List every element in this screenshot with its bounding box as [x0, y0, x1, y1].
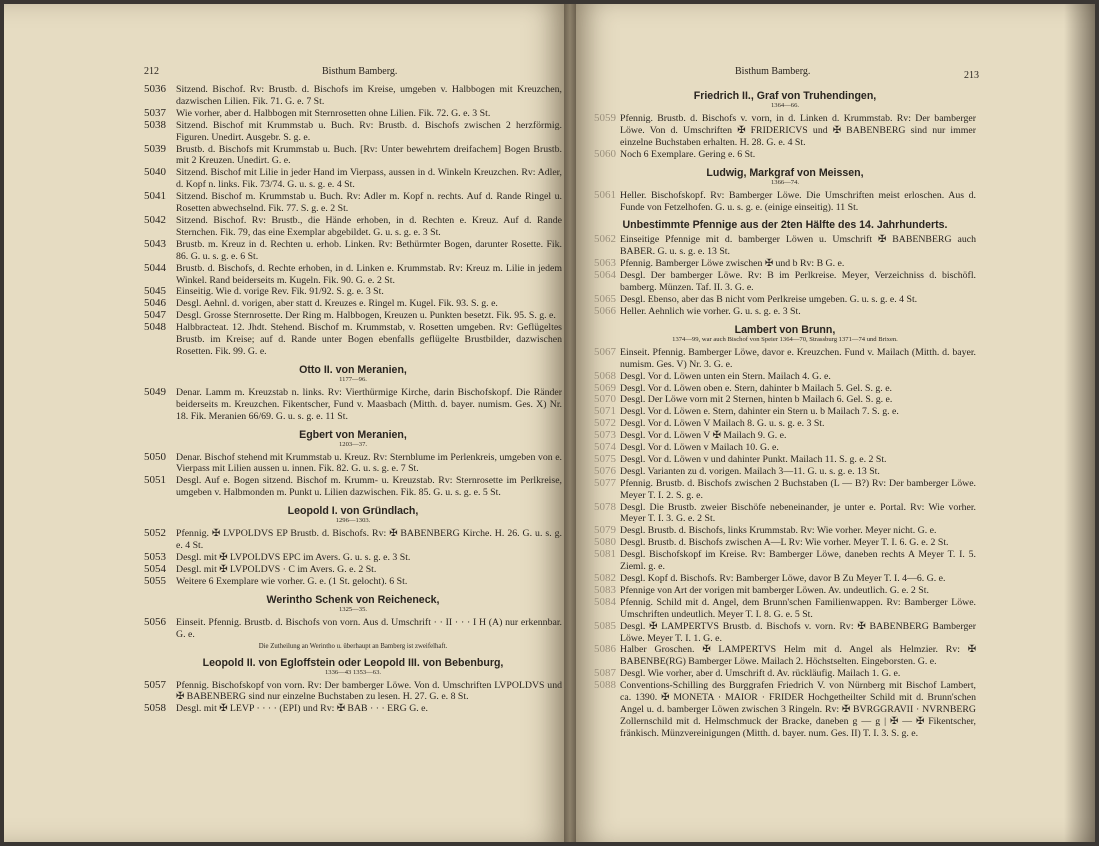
entry-text: Sitzend. Bischof. Rv: Brustb., die Hände erhoben, in d. Rechten e. Kreuz. Auf d. Rande Sternchen. Fik. 79, das eine Exemplar abgebildet. G. u. s. g. e. 3 St. — [176, 214, 562, 238]
entry-number: 5077 — [594, 476, 616, 489]
section-dates: 1325—35. — [338, 605, 368, 613]
catalog-entry — [594, 466, 976, 478]
section-heading: Unbestimmte Pfennige aus der 2ten Hälfte des 14. Jahrhunderts. — [622, 219, 948, 232]
catalog-entry — [144, 286, 562, 298]
entry-text: Sitzend. Bischof. Rv: Brustb. d. Bischofs im Kreise, umgeben v. Halbbogen mit Kreuzchen, dazwischen Lilien. Fik. 71. G. e. 7 St. — [176, 84, 562, 107]
entry-text: Desgl. Die Brustb. zweier Bischöfe nebeneinander, je unter e. Portal. Rv: Wie vorher. Meyer T. I. 3. G. e. 2 St. — [620, 501, 976, 525]
entry-text: Pfennig. Brustb. d. Bischofs zwischen 2 Buchstaben (L — B?) Rv: Der bamberger Löwe. Meyer T. I. 2. S. g. e. — [620, 477, 976, 501]
entry-text: Einseitige Pfennige mit d. bamberger Löwen u. Umschrift ✠ BABENBERG auch BABER. G. u. s. g. e. 13 St. — [620, 234, 976, 258]
section-heading: Leopold I. von Gründlach, — [287, 505, 419, 518]
entry-number: 5063 — [594, 257, 616, 270]
catalog-entry — [144, 564, 562, 576]
entry-text: Desgl. Vor d. Löwen unten ein Stern. Mailach 4. G. e. — [620, 370, 831, 382]
section-heading: Otto II. von Meranien, — [299, 363, 407, 376]
catalog-entry — [594, 502, 976, 526]
section-heading: Friedrich II., Graf von Truhendingen, — [693, 90, 877, 102]
book-gutter — [564, 4, 576, 842]
catalog-entry — [594, 621, 976, 645]
entry-number: 5064 — [594, 269, 616, 282]
catalog-entry — [144, 191, 562, 215]
entry-text: Brustb. d. Bischofs mit Krummstab u. Buch. [Rv: Unter bewehrtem dreifachem] Bogen Brustb. mit 2 Kreuzen. Unedirt. G. e. — [176, 143, 562, 167]
catalog-entry — [594, 234, 976, 258]
entry-number: 5065 — [594, 292, 616, 305]
entry-text: Denar. Lamm m. Kreuzstab n. links. Rv: Vierthürmige Kirche, darin Bischofskopf. Die Ränder beiderseits m. Kreuzchen. Fikentscher, Fund v. Maasbach (Mitth. d. bayer. numism. Ges. X) Nr. 18. Fik. Meranien 66/69. G. u. s. g. e. 11 St. — [176, 386, 562, 422]
catalog-entry — [594, 406, 976, 418]
entry-text: Desgl. ✠ LAMPERTVS Brustb. d. Bischofs v. vorn. Rv: ✠ BABENBERG Bamberger Löwe. Meyer T. I. 1. G. e. — [620, 620, 976, 644]
catalog-entry — [594, 549, 976, 573]
entry-text: Denar. Bischof stehend mit Krummstab u. Kreuz. Rv: Sternblume im Perlenkreis, umgeben von e. Vierpass mit Lilien aussen u. innen. Fik. 82. G. u. s. g. e. 7 St. — [176, 451, 562, 475]
entry-number: 5043 — [144, 237, 166, 250]
left-page-number: 212 — [144, 66, 159, 77]
entry-number: 5054 — [144, 562, 166, 575]
catalog-entry — [144, 387, 562, 423]
entry-text: Desgl. mit ✠ LEVP · · · · (EPI) und Rv: ✠ BAB · · · ERG G. e. — [176, 703, 428, 715]
catalog-entry — [144, 528, 562, 552]
section-heading: Leopold II. von Egloffstein oder Leopold III. von Bebenburg, — [202, 656, 504, 669]
entry-text: Pfennig. ✠ LVPOLDVS EP Brustb. d. Bischofs. Rv: ✠ BABENBERG Kirche. H. 26. G. u. s. g. e. 4 St. — [176, 528, 562, 552]
catalog-entry — [594, 190, 976, 214]
entry-number: 5053 — [144, 551, 166, 563]
entry-text: Desgl. Wie vorher, aber d. Umschrift d. Av. rückläufig. Mailach 1. G. e. — [620, 668, 901, 680]
catalog-entry — [594, 573, 976, 585]
entry-number: 5041 — [144, 190, 166, 203]
entry-number: 5037 — [144, 106, 166, 119]
catalog-entry — [594, 394, 976, 406]
right-page-number: 213 — [964, 70, 979, 81]
section-dates: 1336—43 1353—63. — [324, 668, 382, 676]
entry-text: Pfennig. Bamberger Löwe zwischen ✠ und b Rv: B G. e. — [620, 258, 845, 270]
entry-number: 5046 — [144, 297, 166, 310]
catalog-entry — [594, 644, 976, 668]
entry-number: 5055 — [144, 574, 166, 587]
entry-text: Desgl. Brustb. d. Bischofs, links Krummstab. Rv: Wie vorher. Meyer nicht. G. e. — [620, 525, 937, 537]
entry-text: Sitzend. Bischof m. Krummstab u. Buch. Rv: Adler m. Kopf n. rechts. Auf d. Rande Ringel u. Rosetten abwechselnd. Fik. 77. S. g. e. 2 St. — [176, 191, 562, 215]
catalog-entry — [144, 475, 562, 499]
catalog-entry — [144, 108, 562, 120]
catalog-entry — [144, 298, 562, 310]
entry-number: 5066 — [594, 304, 616, 317]
entry-number: 5049 — [144, 385, 166, 398]
catalog-entry — [594, 525, 976, 537]
entry-number: 5061 — [594, 188, 616, 201]
entry-number: 5039 — [144, 142, 166, 155]
catalog-entry — [594, 537, 976, 549]
entry-number: 5038 — [144, 118, 166, 131]
catalog-entry — [144, 576, 562, 588]
entry-number: 5074 — [594, 441, 616, 454]
entry-number: 5051 — [144, 474, 166, 487]
entry-number: 5042 — [144, 213, 166, 226]
entry-number: 5048 — [144, 321, 166, 334]
catalog-entry — [594, 418, 976, 430]
entry-number: 5076 — [594, 464, 616, 477]
catalog-entry — [144, 552, 562, 564]
entry-number: 5070 — [594, 393, 616, 406]
section-heading: Werintho Schenk von Reicheneck, — [266, 593, 440, 606]
entry-text: Pfennig. Bischofskopf von vorn. Rv: Der bamberger Löwe. Von d. Umschriften LVPOLDVS und ✠ BABENBERG sind nur einzelne Buchstaben zu lesen. H. 27. G. e. 8 St. — [176, 679, 562, 703]
entry-text: Brustb. m. Kreuz in d. Rechten u. erhob. Linken. Rv: Bethürmter Bogen, darunter Rosette. Fik. 86. G. u. s. g. e. 6 St. — [176, 238, 562, 262]
entry-number: 5075 — [594, 452, 616, 465]
section-dates: 1177—96. — [339, 375, 367, 383]
entry-text: Sitzend. Bischof mit Lilie in jeder Hand im Vierpass, aussen in d. Winkeln Kreuzchen. Rv: Adler, d. Kopf n. links. Fik. 73/74. G. u. s. g. e. 4 St. — [176, 167, 562, 191]
entry-text: Desgl. Vor d. Löwen v Mailach 10. G. e. — [620, 442, 779, 454]
catalog-entry — [144, 239, 562, 263]
entry-text: Conventions-Schilling des Burggrafen Friedrich V. von Nürnberg mit Bischof Lambert, ca. 1390. ✠ MONETA · MAIOR · FRIDER Hochgetheilter Schild mit d. Brunn'schen Angel u. d. bamberger Löwen zwischen 3 Ringeln. Rv: ✠ BVRGGRAVII · NVRNBERG Zollernschild mit d. Helmschmuck der Bracke, daneben g — g | ✠ — ✠ Fikentscher, fränkisch. Münzvereinigungen (Mitth. d. bayer. num. Ges. II) T. I. 3. S. g. e. — [620, 680, 976, 739]
entry-number: 5073 — [594, 429, 616, 442]
entry-number: 5081 — [594, 548, 616, 561]
entry-text: Sitzend. Bischof mit Krummstab u. Buch. Rv: Brustb. d. Bischofs zwischen 2 herzförmig. Figuren. Unedirt. Ausgebr. S. g. e. — [176, 119, 562, 143]
section-heading: Egbert von Meranien, — [299, 428, 407, 441]
section-heading: Ludwig, Markgraf von Meissen, — [706, 166, 864, 179]
catalog-entry — [594, 442, 976, 454]
catalog-entry — [144, 310, 562, 322]
entry-text: Brustb. d. Bischofs, d. Rechte erhoben, in d. Linken e. Krummstab. Rv: Kreuz m. Lilie in jedem Winkel. Rand beiderseits m. Kugeln. Fik. 90. G. e. 2 St. — [176, 262, 562, 286]
entry-text: Desgl. mit ✠ LVPOLDVS EPC im Avers. G. u. s. g. e. 3 St. — [176, 552, 411, 563]
entry-text: Halber Groschen. ✠ LAMPERTVS Helm mit d. Angel als Helmzier. Rv: ✠ BABENBE(RG) Bamberger Löwe. Mailach 2. Höchstselten. Eingeborsten. G. e. — [620, 644, 976, 668]
entry-text: Desgl. Varianten zu d. vorigen. Mailach 3—11. G. u. s. g. e. 13 St. — [620, 465, 880, 477]
entry-number: 5086 — [594, 643, 616, 656]
catalog-entry — [594, 347, 976, 371]
entry-text: Noch 6 Exemplare. Gering e. 6 St. — [620, 148, 756, 160]
entry-text: Desgl. Vor d. Löwen V ✠ Mailach 9. G. e. — [620, 430, 787, 442]
entry-number: 5088 — [594, 679, 616, 692]
entry-number: 5072 — [594, 417, 616, 430]
catalog-entry — [144, 322, 562, 358]
section-dates: 1374—99, war auch Bischof von Speier 1364—70, Strassburg 1371—74 und Brixen. — [672, 335, 898, 343]
page-edge-shadow — [1064, 4, 1095, 842]
entry-number: 5080 — [594, 536, 616, 549]
entry-number: 5040 — [144, 166, 166, 179]
catalog-entry — [594, 371, 976, 383]
entry-text: Desgl. Grosse Sternrosette. Der Ring m. Halbbogen, Kreuzen u. Punkten besetzt. Fik. 95. S. g. e. — [176, 310, 556, 322]
catalog-entry — [594, 680, 976, 740]
left-page-body — [144, 84, 562, 715]
entry-text: Desgl. Der Löwe vorn mit 2 Sternen, hinten b Mailach 6. Gel. S. g. e. — [620, 394, 893, 406]
section-dates: 1203—37. — [338, 440, 368, 448]
catalog-entry — [594, 668, 976, 680]
entry-text: Desgl. Kopf d. Bischofs. Rv: Bamberger Löwe, davor B Zu Meyer T. I. 4—6. G. e. — [620, 573, 946, 584]
entry-text: Desgl. Ebenso, aber das B nicht vom Perlkreise umgeben. G. u. s. g. e. 4 St. — [620, 293, 918, 305]
catalog-entry — [594, 306, 976, 318]
entry-text: Heller. Bischofskopf. Rv: Bamberger Löwe. Die Umschriften meist erloschen. Aus d. Funde von Fetzelhofen. G. u. s. g. e. (einige einseitig). 11 St. — [620, 189, 976, 213]
entry-text: Desgl. Vor d. Löwen v und dahinter Punkt. Mailach 11. S. g. e. 2 St. — [620, 453, 887, 465]
catalog-entry — [594, 270, 976, 294]
entry-text: Halbbracteat. 12. Jhdt. Stehend. Bischof m. Krummstab, v. Rosetten umgeben. Rv: Geflügeltes Brustb. im Kreise; auf d. Rande unter Bogen ebenfalls geflügelte Brustbilder, dazwischen Rosetten. Fik. 99. G. e. — [176, 322, 562, 357]
book-spread — [4, 4, 1095, 842]
entry-text: Heller. Aehnlich wie vorher. G. u. s. g. e. 3 St. — [620, 305, 801, 317]
catalog-entry — [594, 294, 976, 306]
entry-number: 5059 — [594, 112, 616, 124]
entry-text: Einseitig. Wie d. vorige Rev. Fik. 91/92. S. g. e. 3 St. — [176, 286, 384, 298]
entry-text: Desgl. Bischofskopf im Kreise. Rv: Bamberger Löwe, daneben rechts A Meyer T. I. 5. Zieml. g. e. — [620, 549, 976, 573]
entry-text: Einseit. Pfennig. Bamberger Löwe, davor e. Kreuzchen. Fund v. Mailach (Mitth. d. bayer. numism. Ges. V) Nr. 3. G. e. — [620, 346, 976, 370]
catalog-entry — [144, 120, 562, 144]
catalog-entry — [144, 215, 562, 239]
entry-text: Desgl. Vor d. Löwen V Mailach 8. G. u. s. g. e. 3 St. — [620, 418, 825, 430]
catalog-entry — [144, 144, 562, 168]
catalog-entry — [144, 263, 562, 287]
entry-number: 5082 — [594, 572, 616, 584]
entry-text: Desgl. Der bamberger Löwe. Rv: B im Perlkreise. Meyer, Verzeichniss d. bischöfl. bamberg. Münzen. Taf. II. 3. G. e. — [620, 270, 976, 294]
catalog-entry — [594, 585, 976, 597]
catalog-entry — [144, 617, 562, 641]
catalog-entry — [594, 383, 976, 395]
entry-number: 5084 — [594, 595, 616, 608]
catalog-entry — [144, 680, 562, 704]
right-page-header: Bisthum Bamberg. — [735, 66, 811, 77]
entry-number: 5085 — [594, 619, 616, 632]
entry-text: Pfennige von Art der vorigen mit bamberger Löwen. Av. undeutlich. G. e. 2 St. — [620, 584, 929, 596]
entry-number: 5071 — [594, 405, 616, 418]
footnote: Die Zutheilung an Werintho u. überhaupt an Bamberg ist zweifelhaft. — [258, 642, 448, 650]
entry-number: 5083 — [594, 583, 616, 596]
entry-number: 5050 — [144, 450, 166, 463]
catalog-entry — [594, 430, 976, 442]
catalog-entry — [144, 84, 562, 108]
entry-text: Wie vorher, aber d. Halbbogen mit Sternrosetten ohne Lilien. Fik. 72. G. e. 3 St. — [176, 107, 491, 119]
catalog-entry — [144, 452, 562, 476]
catalog-entry — [594, 258, 976, 270]
entry-number: 5079 — [594, 524, 616, 537]
entry-number: 5056 — [144, 615, 166, 628]
catalog-entry — [144, 703, 562, 715]
catalog-entry — [594, 478, 976, 502]
entry-number: 5044 — [144, 261, 166, 274]
section-dates: 1366—74. — [770, 178, 800, 186]
section-dates: 1364—66. — [770, 102, 800, 109]
entry-number: 5058 — [144, 702, 166, 715]
left-page — [4, 4, 570, 842]
entry-number: 5078 — [594, 500, 616, 513]
entry-number: 5067 — [594, 345, 616, 358]
entry-text: Desgl. Vor d. Löwen oben e. Stern, dahinter b Mailach 5. Gel. S. g. e. — [620, 382, 892, 394]
catalog-entry — [594, 454, 976, 466]
entry-number: 5060 — [594, 147, 616, 160]
entry-number: 5062 — [594, 233, 616, 246]
left-page-header: Bisthum Bamberg. — [322, 66, 398, 77]
entry-number: 5057 — [144, 678, 166, 691]
entry-number: 5047 — [144, 309, 166, 322]
entry-text: Einseit. Pfennig. Brustb. d. Bischofs von vorn. Aus d. Umschrift · · II · · · I H (A) nur erkennbar. G. e. — [176, 616, 562, 640]
right-page-body — [594, 84, 976, 740]
entry-text: Desgl. Aehnl. d. vorigen, aber statt d. Kreuzes e. Ringel m. Kugel. Fik. 93. S. g. e. — [176, 298, 498, 310]
entry-number: 5036 — [144, 83, 166, 95]
entry-number: 5069 — [594, 381, 616, 394]
entry-number: 5052 — [144, 527, 166, 540]
entry-text: Desgl. Brustb. d. Bischofs zwischen A—L Rv: Wie vorher. Meyer T. I. 6. G. e. 2 St. — [620, 537, 949, 549]
entry-text: Desgl. Vor d. Löwen e. Stern, dahinter ein Stern u. b Mailach 7. S. g. e. — [620, 406, 899, 418]
entry-text: Desgl. Auf e. Bogen sitzend. Bischof m. Krumm- u. Kreuzstab. Rv: Sternrosette im Perlkreise, umgeben v. Halbmonden m. Punkt u. Lilien dazwischen. Fik. 85. G. u. s. g. e. 5 St. — [176, 475, 562, 499]
entry-text: Pfennig. Brustb. d. Bischofs v. vorn, in d. Linken d. Krummstab. Rv: Der bamberger Löwe. Von d. Umschriften ✠ FRIDERICVS und ✠ BABENBERG sind nur immer einzelne Buchstaben erhalten. H. 28. G. e. 4 St. — [620, 113, 976, 148]
entry-number: 5068 — [594, 369, 616, 382]
entry-text: Pfennig. Schild mit d. Angel, dem Brunn'schen Familienwappen. Rv: Bamberger Löwe. Umschriften undeutlich. Meyer T. I. 8. G. e. 5 St. — [620, 596, 976, 620]
catalog-entry — [594, 149, 976, 161]
entry-text: Weitere 6 Exemplare wie vorher. G. e. (1 St. gelocht). 6 St. — [176, 575, 408, 587]
section-dates: 1296—1303. — [335, 517, 371, 525]
entry-text: Desgl. mit ✠ LVPOLDVS · C im Avers. G. e. 2 St. — [176, 563, 377, 575]
section-heading: Lambert von Brunn, — [734, 323, 836, 336]
entry-number: 5087 — [594, 667, 616, 680]
catalog-entry — [144, 167, 562, 191]
catalog-entry — [594, 597, 976, 621]
right-page — [570, 4, 1095, 842]
entry-number: 5045 — [144, 285, 166, 298]
catalog-entry — [594, 113, 976, 149]
